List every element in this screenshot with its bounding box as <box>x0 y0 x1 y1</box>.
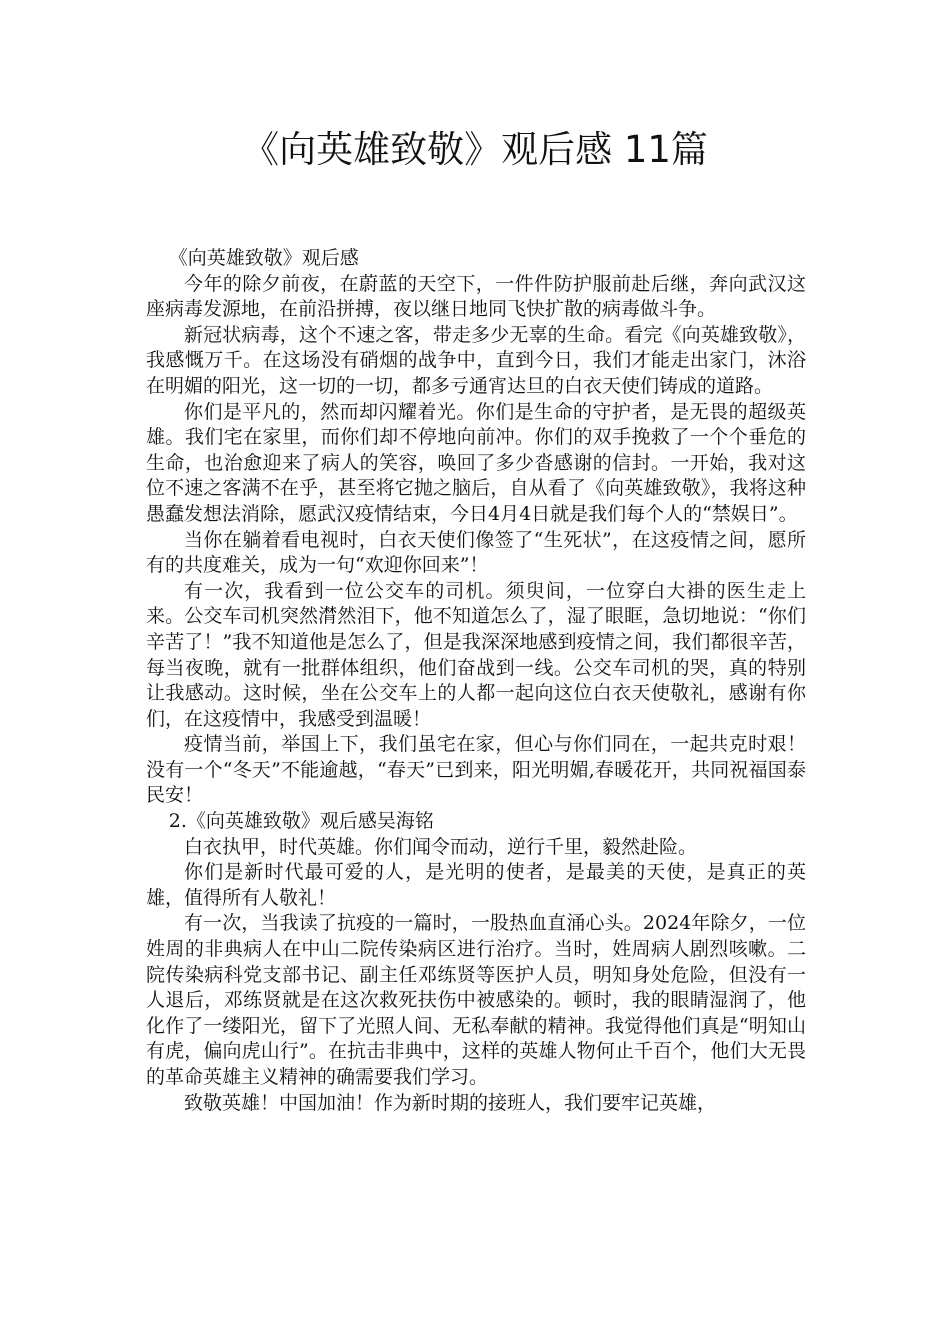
paragraph: 新冠状病毒，这个不速之客，带走多少无辜的生命。看完《向英雄致敬》，我感慨万千。在这场没有硝烟的战争中，直到今日，我们才能走出家门，沐浴在明媚的阳光，这一切的一切，都多亏通宵达旦的白衣天使们铸成的道路。 <box>146 323 806 397</box>
paragraph: 有一次，我看到一位公交车的司机。须臾间，一位穿白大褂的医生走上来。公交车司机突然潸然泪下，他不知道怎么了，湿了眼眶，急切地说：“你们辛苦了！”我不知道他是怎么了，但是我深深地感到疫情之间，我们都很辛苦，每当夜晚，就有一批群体组织，他们奋战到一线。公交车司机的哭，真的特别让我感动。这时候，坐在公交车上的人都一起向这位白衣天使敬礼，感谢有你们，在这疫情中，我感受到温暖！ <box>146 579 806 730</box>
section-heading: 2.《向英雄致敬》观后感吴海铭 <box>168 810 434 833</box>
paragraph: 你们是平凡的，然而却闪耀着光。你们是生命的守护者，是无畏的超级英雄。我们宅在家里，而你们却不停地向前冲。你们的双手挽救了一个个垂危的生命，也治愈迎来了病人的笑容，唤回了多少沓感谢的信封。一开始，我对这位不速之客满不在乎，甚至将它抛之脑后，自从看了《向英雄致敬》，我将这种愚蠢发想法消除，愿武汉疫情结束，今日4月4日就是我们每个人的“禁娱日”。 <box>146 400 806 525</box>
paragraph: 白衣执甲，时代英雄。你们闻令而动，逆行千里，毅然赴险。 <box>184 835 698 858</box>
paragraph: 有一次，当我读了抗疫的一篇时，一股热血直涌心头。2024年除夕，一位姓周的非典病人在中山二院传染病区进行治疗。当时，姓周病人剧烈咳嗽。二院传染病科党支部书记、副主任邓练贤等医护人员，明知身处危险，但没有一人退后，邓练贤就是在这次救死扶伤中被感染的。顿时，我的眼睛湿润了，他化作了一缕阳光，留下了光照人间、无私奉献的精神。我觉得他们真是“明知山有虎，偏向虎山行”。在抗击非典中，这样的英雄人物何止千百个，他们大无畏的革命英雄主义精神的确需要我们学习。 <box>146 912 806 1088</box>
paragraph: 疫情当前，举国上下，我们虽宅在家，但心与你们同在，一起共克时艰！没有一个“冬天”不能逾越，“春天”已到来，阳光明媚,春暖花开，共同祝福国泰民安！ <box>146 733 806 807</box>
paragraph: 当你在躺着看电视时，白衣天使们像签了“生死状”，在这疫情之间，愿所有的共度难关，成为一句“欢迎你回来”！ <box>146 528 806 577</box>
document-title: 《向英雄致敬》观后感 11篇 <box>242 128 708 171</box>
section-heading: 《向英雄致敬》观后感 <box>168 247 359 269</box>
paragraph: 你们是新时代最可爱的人，是光明的使者，是最美的天使，是真正的英雄，值得所有人敬礼！ <box>146 861 806 909</box>
paragraph: 致敬英雄！中国加油！作为新时期的接班人，我们要牢记英雄， <box>184 1091 717 1114</box>
paragraph: 今年的除夕前夜，在蔚蓝的天空下，一件件防护服前赴后继，奔向武汉这座病毒发源地，在前沿拼搏，夜以继日地同飞快扩散的病毒做斗争。 <box>146 272 806 321</box>
document-body <box>146 246 806 1116</box>
